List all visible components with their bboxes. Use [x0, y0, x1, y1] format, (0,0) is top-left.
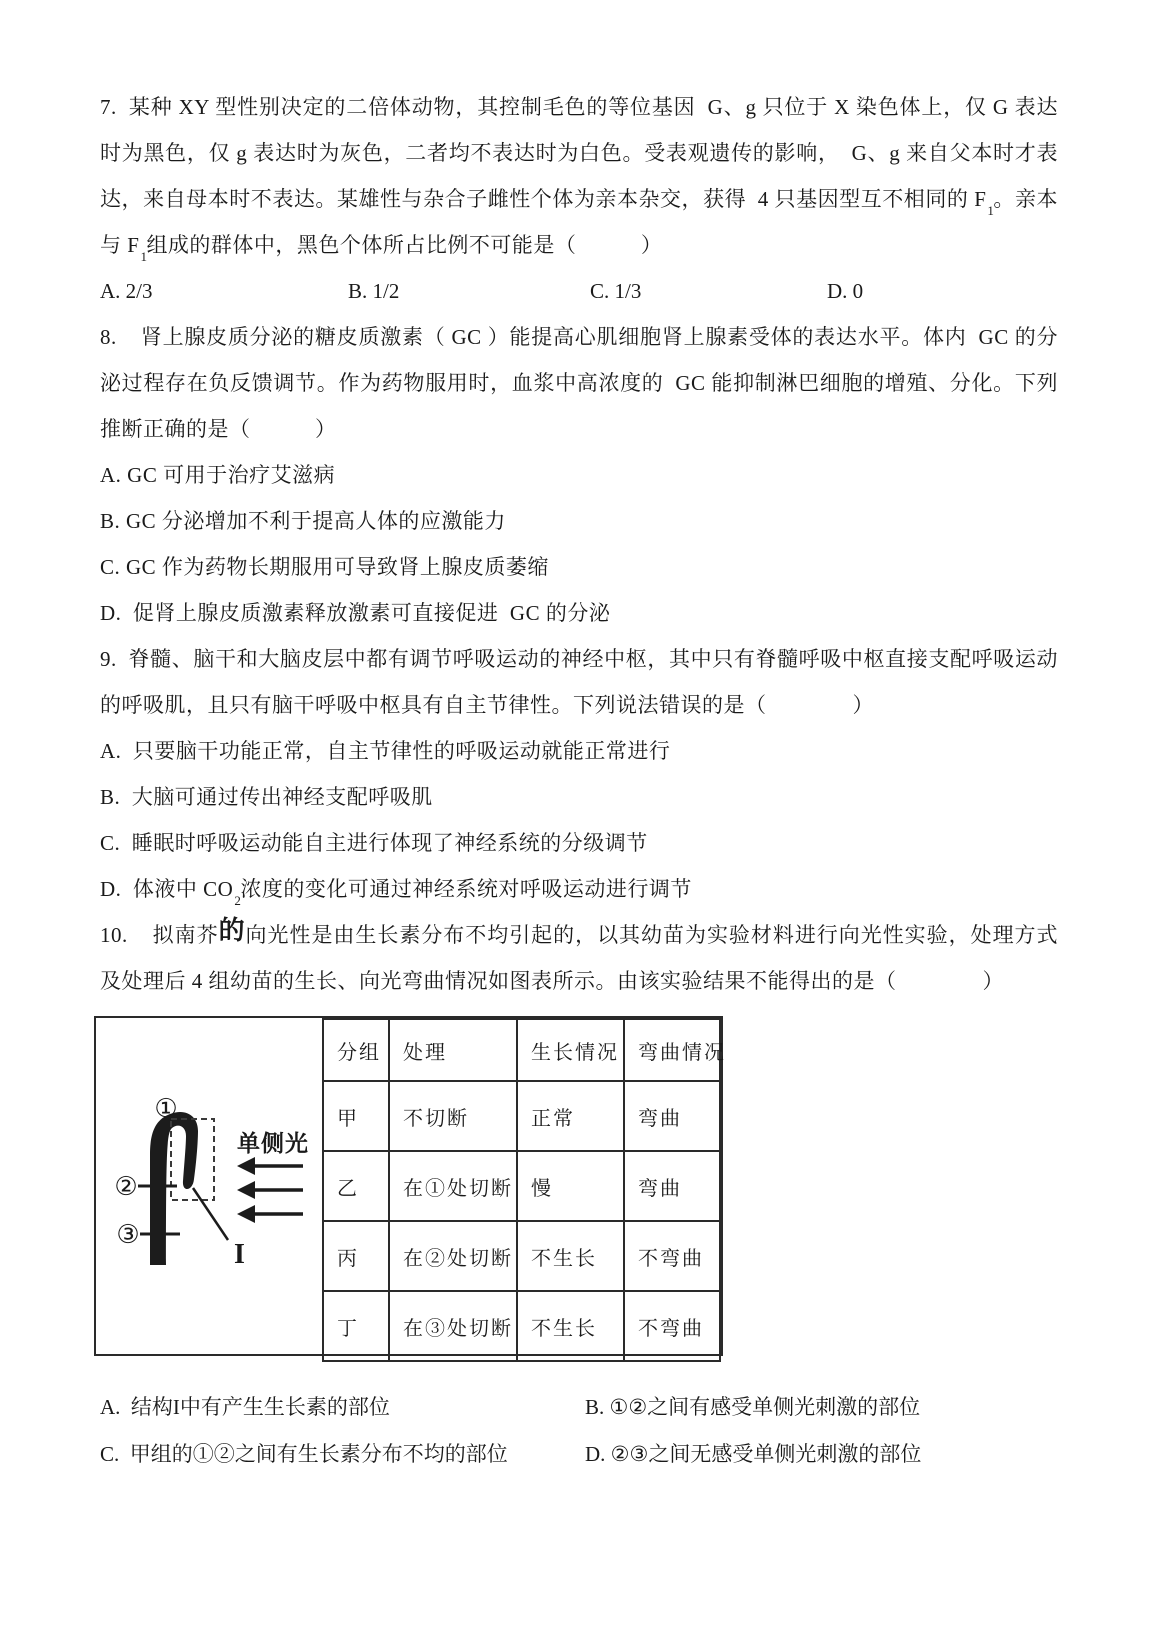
q7-stem-text-2: 。亲本与 F: [100, 187, 1058, 257]
q7-stem-text-3: 组成的群体中，黑色个体所占比例不可能是（ ）: [146, 233, 663, 257]
experiment-table-area: [322, 1018, 726, 1354]
question-7: [100, 84, 1058, 314]
q9-option-c: C. 睡眠时呼吸运动能自主进行体现了神经系统的分级调节: [100, 831, 648, 855]
table-cell: 在②处切断: [389, 1221, 517, 1291]
table-cell: 乙: [323, 1151, 389, 1221]
table-row: [323, 1151, 720, 1221]
table-cell: 不生长: [517, 1221, 624, 1291]
q10-option-b: B. ①②之间有感受单侧光刺激的部位: [585, 1395, 921, 1419]
question-8-stem: 8. 肾上腺皮质分泌的糖皮质激素（ GC ）能提高心肌细胞肾上腺素受体的表达水平。体内 GC 的分泌过程存在负反馈调节。作为药物服用时，血浆中高浓度的 GC 能抑制淋巴细胞的增殖、分化。下列推断正确的是（ ）: [100, 325, 1058, 441]
table-cell: 不弯曲: [624, 1221, 720, 1291]
table-cell: 慢: [517, 1151, 624, 1221]
question-10: [100, 912, 1058, 1477]
table-header-row: [323, 1019, 720, 1081]
q10-stem-text: 10. 拟南芥: [100, 923, 219, 947]
q7-stem-text: 7. 某种 XY 型性别决定的二倍体动物，其控制毛色的等位基因 G、g 只位于 X 染色体上，仅 G 表达时为黑色，仅 g 表达时为灰色，二者均不表达时为白色。受表观遗传的影响， G、g 来自父本时才表达，来自母本时不表达。某雄性与杂合子雌性个体为亲本杂交，获得 4 只基因型互不相同的 F: [100, 95, 1058, 211]
q10-figure-box: [94, 1016, 726, 1356]
question-8: [100, 314, 1058, 636]
q9-option-b: B. 大脑可通过传出神经支配呼吸肌: [100, 785, 433, 809]
table-cell: 弯曲: [624, 1151, 720, 1221]
table-header-cell: 生长情况: [517, 1019, 624, 1081]
table-row: [323, 1081, 720, 1151]
region-pointer-line: [193, 1188, 228, 1240]
q10-options-grid: [100, 1384, 1058, 1477]
q7-option-d: D. 0: [827, 279, 864, 303]
q10-stem-text-2: 向光性是由生长素分布不均引起的，以其幼苗为实验材料进行向光性实验，处理方式及处理后 4 组幼苗的生长、向光弯曲情况如图表所示。由该实验结果不能得出的是（ ）: [100, 923, 1059, 993]
q9-option-a: A. 只要脑干功能正常，自主节律性的呼吸运动就能正常进行: [100, 739, 671, 763]
table-cell: 在①处切断: [389, 1151, 517, 1221]
table-row: [323, 1291, 720, 1361]
q10-option-a: A. 结构I中有产生生长素的部位: [100, 1395, 390, 1419]
table-cell: 弯曲: [624, 1081, 720, 1151]
table-cell: 甲: [323, 1081, 389, 1151]
q7-option-b: B. 1/2: [348, 279, 400, 303]
question-7-stem: [100, 84, 1058, 268]
q8-option-c: C. GC 作为药物长期服用可导致肾上腺皮质萎缩: [100, 555, 549, 579]
light-label: 单侧光: [237, 1131, 309, 1157]
table-cell: 不生长: [517, 1291, 624, 1361]
circled-2-label: ②: [114, 1172, 138, 1202]
table-cell: 不弯曲: [624, 1291, 720, 1361]
q8-option-a: A. GC 可用于治疗艾滋病: [100, 463, 336, 487]
table-header-cell: 处理: [389, 1019, 517, 1081]
q10-option-c: C. 甲组的①②之间有生长素分布不均的部位: [100, 1442, 508, 1466]
table-row: [323, 1221, 720, 1291]
table-header-cell: 弯曲情况: [624, 1019, 720, 1081]
q9-option-d-text: D. 体液中 CO: [100, 877, 234, 901]
table-cell: 正常: [517, 1081, 624, 1151]
circled-1-label: ①: [154, 1094, 178, 1124]
table-header-cell: 分组: [323, 1019, 389, 1081]
circled-3-label: ③: [116, 1220, 140, 1250]
light-arrow-3: [237, 1205, 303, 1223]
table-cell: 丙: [323, 1221, 389, 1291]
question-9-stem: 9. 脊髓、脑干和大脑皮层中都有调节呼吸运动的神经中枢，其中只有脊髓呼吸中枢直接支配呼吸运动的呼吸肌，且只有脑干呼吸中枢具有自主节律性。下列说法错误的是（ ）: [100, 647, 1058, 717]
q10-option-d: D. ②③之间无感受单侧光刺激的部位: [585, 1442, 922, 1466]
seedling-shape: [150, 1112, 198, 1265]
seedling-diagram: [96, 1018, 322, 1354]
light-arrow-2: [237, 1181, 303, 1199]
q7-option-a: A. 2/3: [100, 279, 153, 303]
light-arrow-1: [237, 1157, 303, 1175]
q7-options-row: [100, 268, 1058, 314]
table-cell: 在③处切断: [389, 1291, 517, 1361]
experiment-table: [322, 1018, 726, 1362]
q7-f1-subscript-2: 1: [140, 249, 148, 265]
q9-co2-subscript: 2: [234, 893, 242, 909]
q10-bold-de: 的: [218, 916, 246, 945]
q8-option-d: D. 促肾上腺皮质激素释放激素可直接促进 GC 的分泌: [100, 601, 611, 625]
region-label: I: [234, 1239, 245, 1270]
table-cell: 不切断: [389, 1081, 517, 1151]
q7-f1-subscript: 1: [987, 203, 995, 219]
q7-option-c: C. 1/3: [590, 279, 642, 303]
q8-option-b: B. GC 分泌增加不利于提高人体的应激能力: [100, 509, 506, 533]
q9-option-d-text-2: 浓度的变化可通过神经系统对呼吸运动进行调节: [240, 877, 692, 901]
question-9: [100, 636, 1058, 912]
question-10-stem: [100, 912, 1058, 1004]
seedling-diagram-svg: [96, 1018, 322, 1354]
q9-option-d: [100, 866, 1058, 912]
table-cell: 丁: [323, 1291, 389, 1361]
